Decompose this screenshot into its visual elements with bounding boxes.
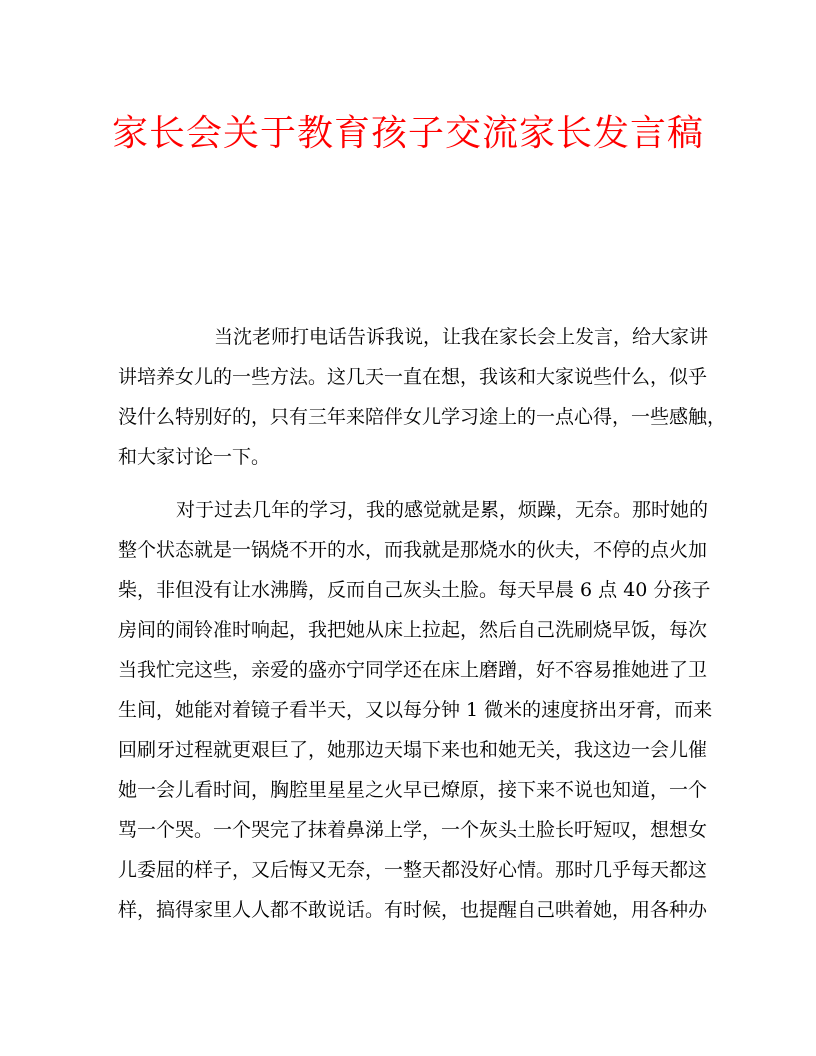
paragraph-line: 对于过去几年的学习，我的感觉就是累，烦躁，无奈。那时她的 [176,499,709,521]
paragraph-line: 柴，非但没有让水沸腾，反而自己灰头土脸。每天早晨 6 点 40 分孩子 [118,579,711,601]
paragraph-line: 房间的闹铃准时响起，我把她从床上拉起，然后自己洗刷烧早饭，每次 [118,619,708,641]
paragraph-line: 样，搞得家里人人都不敢说话。有时候，也提醒自己哄着她，用各种办 [118,899,708,921]
paragraph-line: 骂一个哭。一个哭完了抹着鼻涕上学，一个灰头土脸长吁短叹，想想女 [118,819,708,841]
paragraph-line: 整个状态就是一锅烧不开的水，而我就是那烧水的伙夫，不停的点火加 [118,539,708,561]
paragraph-line: 回刷牙过程就更艰巨了，她那边天塌下来也和她无关，我这边一会儿催 [118,739,708,761]
paragraph-2 [118,490,713,930]
paragraph-line: 当沈老师打电话告诉我说，让我在家长会上发言，给大家讲 [214,326,709,348]
document-body [118,317,727,930]
document-title: 家长会关于教育孩子交流家长发言稿 [111,113,704,154]
paragraph-line: 和大家讨论一下。 [118,446,271,468]
paragraph-line: 她一会儿看时间，胸腔里星星之火早已燎原，接下来不说也知道，一个 [118,779,708,801]
paragraph-line: 当我忙完这些，亲爱的盛亦宁同学还在床上磨蹭，好不容易推她进了卫 [118,659,708,681]
paragraph-line: 没什么特别好的，只有三年来陪伴女儿学习途上的一点心得，一些感触， [118,406,727,428]
paragraph-spacer [118,477,700,490]
paragraph-line: 儿委屈的样子，又后悔又无奈，一整天都没好心情。那时几乎每天都这 [118,859,708,881]
paragraph-1 [118,317,727,477]
paragraph-line: 生间，她能对着镜子看半天，又以每分钟 1 微米的速度挤出牙膏，而来 [118,699,713,721]
paragraph-line: 讲培养女儿的一些方法。这几天一直在想，我该和大家说些什么，似乎 [118,366,708,388]
